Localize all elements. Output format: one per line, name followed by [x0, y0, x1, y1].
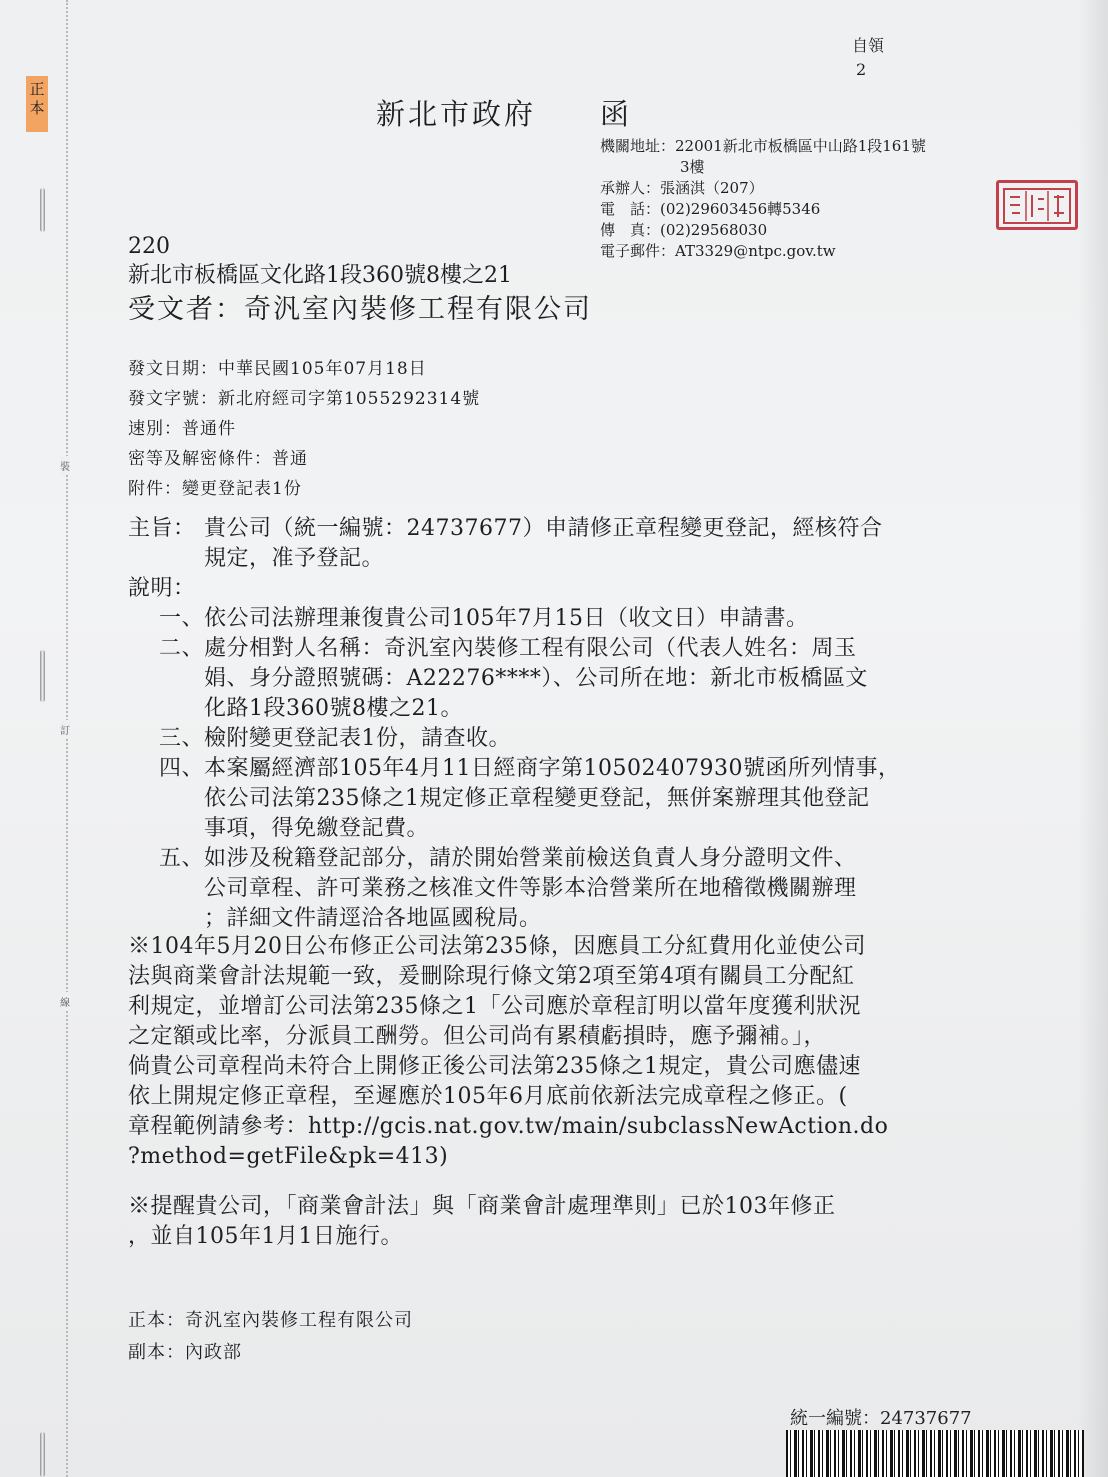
- note-line: 利規定，並增訂公司法第235條之1「公司應於章程訂明以當年度獲利狀況: [128, 994, 861, 1019]
- item-text: 娟、身分證照號碼：A22276****）、公司所在地：新北市板橋區文: [204, 666, 868, 691]
- item-text: 檢附變更登記表1份，請查收。: [204, 726, 511, 751]
- item-text: 本案屬經濟部105年4月11日經商字第10502407930號函所列情事，: [204, 756, 901, 781]
- note-reminder-lines: [128, 1192, 836, 1252]
- official-seal-stamp: [996, 180, 1078, 230]
- explanation-item-line: [128, 904, 900, 934]
- note-line: 章程範例請參考：http://gcis.nat.gov.tw/main/subclassNewAction.do: [128, 1114, 889, 1139]
- item-text: 處分相對人名稱：奇汎室內裝修工程有限公司（代表人姓名：周玉: [204, 636, 857, 661]
- binding-mark-xian: 線: [60, 992, 70, 1011]
- recipient-zip: 220: [128, 234, 170, 259]
- issue-date: 發文日期：中華民國105年07月18日: [128, 359, 427, 379]
- item-number: 五、: [158, 846, 204, 871]
- item-number: 二、: [158, 636, 204, 661]
- agency-info: [600, 136, 926, 262]
- item-number: 三、: [158, 726, 204, 751]
- fax: 傳 真：(02)29568030: [600, 221, 768, 239]
- explanation-items: [128, 604, 900, 934]
- explanation-item-line: [128, 604, 900, 634]
- note-line: 依上開規定修正章程，至遲應於105年6月底前依新法完成章程之修正。(: [128, 1084, 848, 1109]
- explanation-item-line: [128, 634, 900, 664]
- item-number: 四、: [158, 756, 204, 781]
- note-line: 法與商業會計法規範一致，爰刪除現行條文第2項至第4項有關員工分配紅: [128, 964, 855, 989]
- document-number: 發文字號：新北府經司字第1055292314號: [128, 389, 481, 409]
- note-line: 倘貴公司章程尚未符合上開修正後公司法第235條之1規定，貴公司應儘速: [128, 1054, 861, 1079]
- staple-top: [40, 188, 45, 232]
- delivery-speed: 速別：普通件: [128, 419, 236, 439]
- receiver: 受文者：奇汎室內裝修工程有限公司: [128, 294, 592, 325]
- note-amendment: [128, 932, 888, 1172]
- note-reminder: [128, 1192, 836, 1252]
- agency-address: 機關地址：22001新北市板橋區中山路1段161號: [600, 137, 926, 155]
- secrecy-level: 密等及解密條件：普通: [128, 449, 308, 469]
- item-text: 如涉及稅籍登記部分，請於開始營業前檢送負責人身分證明文件、: [204, 846, 857, 871]
- subject-line-1: [128, 514, 900, 544]
- duplicate-copy: 副本：內政部: [128, 1342, 242, 1363]
- note-number: 2: [856, 60, 867, 79]
- note-self-pickup: 自領: [852, 36, 885, 55]
- explanation-item-line: [128, 874, 900, 904]
- barcode: [786, 1430, 1084, 1477]
- staple-middle: [40, 650, 45, 702]
- unified-number: 統一編號：24737677: [790, 1408, 972, 1429]
- item-text: 事項，得免繳登記費。: [204, 816, 430, 841]
- explanation-item-line: [128, 694, 900, 724]
- explanation-item-line: [128, 814, 900, 844]
- subject-label: 主旨：: [128, 516, 196, 541]
- email: 電子郵件：AT3329@ntpc.gov.tw: [600, 242, 836, 260]
- copies-list: [128, 1305, 413, 1369]
- item-text: 依公司法第235條之1規定修正章程變更登記，無併案辦理其他登記: [204, 786, 870, 811]
- phone: 電 話：(02)29603456轉5346: [600, 200, 821, 218]
- seal-icon: [1002, 187, 1072, 225]
- note-line: ※104年5月20日公布修正公司法第235條，因應員工分紅費用化並使公司: [128, 934, 866, 959]
- binding-mark-ding: 訂: [60, 720, 70, 739]
- note-amendment-lines: [128, 932, 888, 1172]
- item-text: 化路1段360號8樓之21。: [204, 696, 463, 721]
- staple-bottom: [40, 1432, 45, 1477]
- agency-address-cont: 3樓: [680, 158, 705, 176]
- note-line: ※提醒貴公司，「商業會計法」與「商業會計處理準則」已於103年修正: [128, 1194, 836, 1219]
- explanation-item-line: [128, 844, 900, 874]
- binding-mark-zhuang: 裝: [60, 456, 70, 475]
- recipient-address: 新北市板橋區文化路1段360號8樓之21: [128, 263, 512, 288]
- top-right-note: [852, 34, 884, 82]
- document-title: [376, 92, 632, 133]
- explanation-item-line: [128, 664, 900, 694]
- attachment: 附件：變更登記表1份: [128, 479, 302, 499]
- note-line: ?method=getFile&pk=413): [128, 1144, 449, 1169]
- document-meta: [128, 354, 480, 504]
- handler: 承辦人：張涵淇（207）: [600, 179, 764, 197]
- agency-name: 新北市政府: [376, 97, 537, 131]
- note-line: 之定額或比率，分派員工酬勞。但公司尚有累積虧損時，應予彌補。」，: [128, 1024, 827, 1049]
- item-number: 一、: [158, 606, 204, 631]
- explanation-item-line: [128, 724, 900, 754]
- explanation-item-line: [128, 754, 900, 784]
- document-type: 函: [600, 97, 633, 131]
- explanation-label: 說明：: [128, 576, 196, 601]
- item-text: 公司章程、許可業務之核准文件等影本洽營業所在地稽徵機關辦理: [204, 876, 857, 901]
- document-body: [128, 514, 900, 934]
- original-copy: 正本：奇汎室內裝修工程有限公司: [128, 1310, 413, 1331]
- item-text: ；詳細文件請逕洽各地區國稅局。: [204, 906, 542, 931]
- page-edge-shadow: [1078, 0, 1108, 1477]
- note-line: ，並自105年1月1日施行。: [128, 1224, 403, 1249]
- subject-text-2: 規定，准予登記。: [204, 546, 385, 571]
- item-text: 依公司法辦理兼復貴公司105年7月15日（收文日）申請書。: [204, 606, 809, 631]
- explanation-item-line: [128, 784, 900, 814]
- subject-text-1: 貴公司（統一編號：24737677）申請修正章程變更登記，經核符合: [204, 516, 883, 541]
- original-copy-tag: 正本: [26, 76, 48, 132]
